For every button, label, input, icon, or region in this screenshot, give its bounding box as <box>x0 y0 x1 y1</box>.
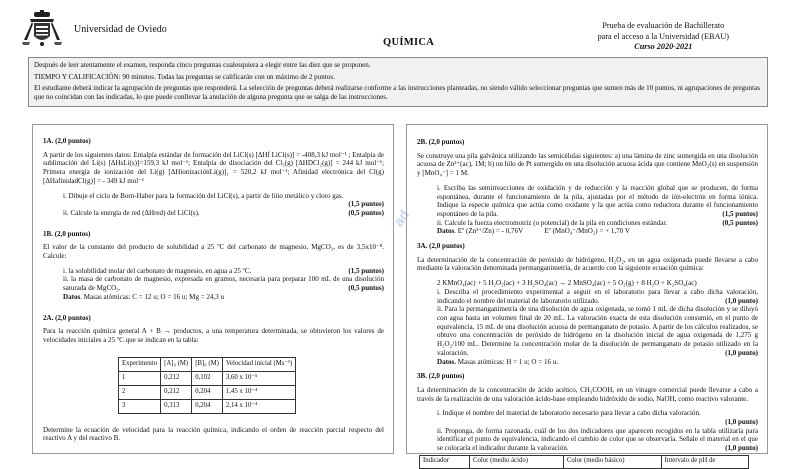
table-cell: 0,204 <box>192 399 223 413</box>
question-1b-data-text: . Masas atómicas: C = 12 u; O = 16 u; Mg = 24,3 u <box>80 292 225 301</box>
exam-info <box>598 21 729 53</box>
table-row <box>119 371 296 385</box>
table-cell: 1,45 x 10⁻⁴ <box>222 385 295 399</box>
question-1b-intro: El valor de la constante del producto de solubilidad a 25 ºC del carbonato de magnesio, MgCO₃, es de 3,5x10⁻⁸. Calcule: <box>43 243 384 261</box>
question-2b-intro: Se construye una pila galvánica utilizando las semicélulas siguientes: a) una lámina de zinc sumergida en una disolución acuosa de Zn²⁺(ac), 1M; b) un hilo de Pt sumergido en una disolución acuosa ácida que contiene MnO₂(s) en suspensión y [MnO₄⁻] = 1 M. <box>417 151 758 178</box>
data-label: Datos. <box>437 357 456 366</box>
table-header-row <box>119 357 296 371</box>
question-3b-part-ii: ii. Proponga, de forma razonada, cuál de los dos indicadores que aparecen recogidos en la tabla utilizaría para identificar el punto de equivalencia, indicando el cambio de color que se observaría. Señale el material en el que se colocaría el indicador durante la valoración. <box>437 426 758 453</box>
instructions-box <box>28 57 768 107</box>
question-1b-data <box>43 293 384 302</box>
table-header: Color (medio básico) <box>563 455 661 468</box>
question-1b-title: 1B. (2,0 puntos) <box>43 229 91 238</box>
question-1b-part-i: i. la solubilidad molar del carbonato de magnesio, en agua a 25 ºC. <box>63 266 252 275</box>
question-2b-part-i: i. Escriba las semirreacciones de oxidación y de reducción y la reacción global que se producen, de forma espontánea, durante el funcionamiento de la pila, ajustadas por el método de ión-electrón en forma iónica. Indique la especie química que actúa como oxidante y la que actúa como reductora durante el funcionamiento espontáneo de la pila. <box>437 183 758 218</box>
table-header: Experimento <box>119 357 161 371</box>
table-header: [A]₀ (M) <box>161 357 192 371</box>
instruction-line-2: TIEMPO Y CALIFICACIÓN: 90 minutos. Todas las preguntas se calificarán con un máximo de 2 puntos. <box>34 72 335 81</box>
university-crest-logo <box>20 10 64 48</box>
course-year: Curso 2020-2021 <box>634 42 693 51</box>
table-header: Color (medio ácido) <box>469 455 563 468</box>
data-label: Datos <box>63 292 81 301</box>
watermark: ad <box>389 206 413 230</box>
question-2b-part-ii-points: (0,5 puntos) <box>722 218 758 227</box>
question-1a-intro: A partir de los siguientes datos: Entalpía estándar de formación del LiCl(s) [ΔHf LiCl(s)] = -408,3 kJ mol⁻¹ ; Entalpía de sublimación del Li(s) [ΔHsLi(s)]=159,3 kJ mol⁻¹; Entalpía de disociación del Cl₂(g) [ΔHDCl₂(g)] = 244 kJ mol⁻¹; Primera energía de ionización del Li(g) [ΔHionizaciónLi(g)]₁ = 520,2 kJ mol⁻¹; Afinidad electrónica del Cl(g) [ΔHafinidadCl(g)] = - 349 kJ mol⁻¹ <box>43 150 384 185</box>
table-cell: 3,60 x 10⁻⁵ <box>222 371 295 385</box>
question-1a-part-ii: ii. Calcule la energía de red (ΔHred) del LiCl(s). <box>63 208 200 217</box>
question-2b-data <box>417 227 758 236</box>
left-column <box>32 124 394 454</box>
question-1a-part-i-points: (1,5 puntos) <box>348 200 384 209</box>
table-cell: 2 <box>119 385 161 399</box>
question-2b-part-i-points: (1,5 puntos) <box>722 209 758 218</box>
question-3a-equation: 2 KMnO₄(ac) + 5 H₂O₂(ac) + 3 H₂SO₄(ac) → 2 MnSO₄(ac) + 5 O₂(g) + 8 H₂O + K₂SO₄(ac) <box>437 279 697 288</box>
table-cell: 0,212 <box>161 371 192 385</box>
question-3a-data-text: Masas atómicas: H = 1 u; O = 16 u. <box>456 357 559 366</box>
table-cell: 3 <box>119 399 161 413</box>
table-header: [B]₀ (M) <box>192 357 223 371</box>
exam-line-1: Prueba de evaluación de Bachillerato <box>602 21 725 30</box>
question-3a-part-ii-points: (1,0 punto) <box>725 348 758 357</box>
question-3b-part-ii-points: (1,0 punto) <box>725 444 758 453</box>
right-column <box>406 124 768 464</box>
question-3b-part-i: i. Indique el nombre del material de laboratorio necesario para llevar a cabo dicha valoración. <box>437 409 701 418</box>
instruction-line-1: Después de leer atentamente el examen, responda cinco preguntas cualesquiera a elegir entre las diez que se proponen. <box>34 61 371 69</box>
question-3a-part-i-points: (1,0 punto) <box>725 296 758 305</box>
table-header: Indicador <box>420 455 470 468</box>
table-cell: 0,212 <box>161 385 192 399</box>
question-3a-intro: La determinación de la concentración de peróxido de hidrógeno, H₂O₂, en un agua oxigenada puede llevarse a cabo mediante la valoración denominada permanganimetría, de acuerdo con la siguiente ecuación química: <box>417 255 758 273</box>
question-2a-title: 2A. (2,0 puntos) <box>43 313 91 322</box>
data-label: Datos <box>437 227 455 236</box>
question-1b-part-ii: ii. la masa de carbonato de magnesio, expresada en gramos, necesaria para preparar 100 mL de una disolución saturada de MgCO₃. <box>63 275 384 293</box>
table-header-row <box>420 455 749 468</box>
question-3b-part-i-points: (1,0 punto) <box>725 418 758 427</box>
question-3a-part-ii: ii. Para la permanganimetría de una disolución de agua oxigenada, se tomó 1 mL de dicha disolución y se diluyó con agua hasta un volumen final de 20 mL. La valoración exacta de esta disolución consumió, en el punto de equivalencia, 15 mL de una disolución acuosa de permanganato de potasio. A partir de los cálculos realizados, se obtuvo una concentración de peróxido de hidrógeno en la disolución inicial de agua oxigenada de 1,275 g H₂O₂/100 mL. Determine la concentración molar de la disolución de permanganato de potasio utilizado en la valoración. <box>437 305 758 357</box>
table-row <box>119 385 296 399</box>
question-3a-data <box>417 358 758 367</box>
question-3a-title: 3A. (2,0 puntos) <box>417 242 465 251</box>
table-header: Intervalo de pH de <box>661 455 748 468</box>
exam-line-2: para el acceso a la Universidad (EBAU) <box>597 31 729 41</box>
table-header: Velocidad inicial (Ms⁻¹) <box>222 357 295 371</box>
table-cell: 2,14 x 10⁻⁴ <box>222 399 295 413</box>
table-row <box>119 399 296 413</box>
question-3b-intro: La determinación de la concentración de ácido acético, CH₃COOH, en un vinagre comercial puede llevarse a cabo a través de la realización de una valoración ácido-base empleando hidróxido de sodio, NaOH, como reactivo valorante. <box>417 385 758 403</box>
question-3b-title: 3B. (2,0 puntos) <box>417 372 465 381</box>
question-1b-part-ii-points: (0,5 puntos) <box>348 284 384 293</box>
question-1b-part-i-points: (1,5 puntos) <box>348 266 384 275</box>
table-cell: 0,204 <box>192 385 223 399</box>
question-1a-part-ii-points: (0,5 puntos) <box>348 208 384 217</box>
question-1a-title: 1A. (2,0 puntos) <box>43 137 91 145</box>
question-1a-part-i: i. Dibuje el ciclo de Born-Haber para la formación del LiCl(s), a partir de litio metálico y cloro gas. <box>63 191 344 200</box>
subject-title: QUÍMICA <box>383 37 435 48</box>
question-2b-title: 2B. (2,0 puntos) <box>417 138 465 146</box>
table-cell: 0,102 <box>192 371 223 385</box>
kinetics-table <box>118 357 296 414</box>
instruction-line-3: El estudiante deberá indicar la agrupación de preguntas que responderá. La selección de preguntas deberá realizarse conforme a las instrucciones planteadas, no siendo válido seleccionar preguntas que sumen más de 10 puntos, ni agrupaciones de preguntas que no coincidan con las indicadas, lo que puede conllevar la anulación de alguna pregunta que se salga de las instrucciones. <box>34 84 761 101</box>
question-2a-task: Determine la ecuación de velocidad para la reacción química, indicando el orden de reacción parcial respecto del reactivo A y del reactivo B. <box>43 425 384 443</box>
question-2b-part-ii: ii. Calcule la fuerza electromotriz (o potencial) de la pila en condiciones estándar. <box>437 218 668 227</box>
table-cell: 1 <box>119 371 161 385</box>
question-2b-data-1: . Eº (Zn²⁺/Zn) = - 0,76V <box>454 227 524 236</box>
table-cell: 0,313 <box>161 399 192 413</box>
indicator-table <box>419 455 749 469</box>
question-2a-intro: Para la reacción química general A + B → productos, a una temperatura determinada, se obtuvieron los valores de velocidades iniciales a 25 ºC que se indican en la tabla: <box>43 327 384 344</box>
question-2b-data-2: Eº (MnO₄⁻/MnO₂) = + 1,70 V <box>544 227 630 236</box>
university-name: Universidad de Oviedo <box>74 24 167 35</box>
question-3a-part-i: i. Describa el procedimiento experimental a seguir en el laboratorio para llevar a cabo dicha valoración, indicando el nombre del material de laboratorio utilizado. <box>437 287 758 305</box>
